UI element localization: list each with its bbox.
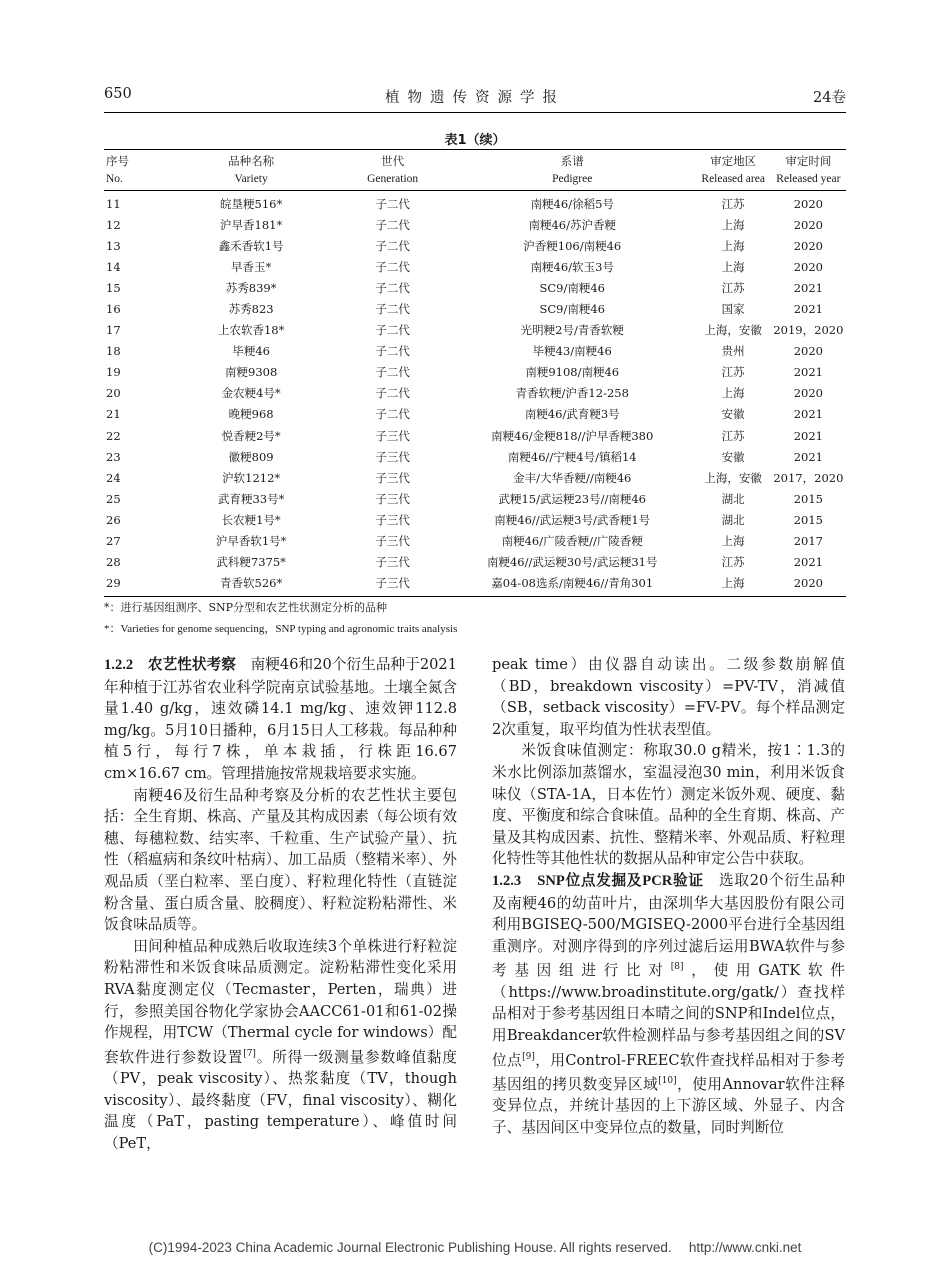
- table-cell: 2021: [793, 407, 824, 422]
- table-cell: 15: [106, 280, 121, 295]
- table-cell: 2020: [793, 259, 824, 274]
- column-header-cn: 世代: [336, 150, 448, 171]
- table-cell: 江苏: [721, 555, 745, 570]
- table-cell: 南粳46//宁粳4号/镇稻14: [507, 449, 637, 464]
- table-row: [104, 235, 846, 256]
- table-cell: 2017，2020: [773, 470, 844, 485]
- table-cell: 江苏: [721, 428, 745, 443]
- table-cell: 19: [106, 365, 121, 380]
- table-cell: 江苏: [721, 196, 745, 211]
- table-cell: 上海: [721, 238, 745, 253]
- citation-7: [7]: [243, 1048, 256, 1059]
- para-taste: 米饭食味值测定：称取30.0 g精米，按1∶1.3的米水比例添加蒸馏水，室温浸泡30 min，利用米饭食味仪（STA-1A，日本佐竹）测定米饭外观、硬度、黏度、平衡度和综合食味值。品种的全生育期、株高、产量及其构成因素、抗性、整精米率、外观品质、籽粒理化特性等其他性状的数据从品种审定公告中获取。: [492, 742, 845, 868]
- column-header-en: Variety: [166, 170, 337, 191]
- table-cell: 沪早香181*: [220, 217, 283, 232]
- para-123-b: ，使用GATK软件（https://www.broadinstitute.org/gatk/）查找样品相对于参考基因组日本晴之间的SNP和Indel位点，用Breakdancer软件检测样品与参考基因组之间的SV位点: [492, 962, 845, 1069]
- table-cell: 南粳46/徐稻5号: [530, 196, 614, 211]
- table-cell: 子二代: [375, 365, 410, 380]
- table-cell: 沪早香软1号*: [215, 534, 287, 549]
- table-cell: 2015: [793, 512, 824, 527]
- table-cell: 11: [106, 196, 121, 211]
- table-cell: 青香软526*: [166, 573, 337, 597]
- table-cell: 2019，2020: [773, 323, 844, 338]
- table-cell: 16: [106, 302, 121, 317]
- table-cell: 子三代: [375, 428, 410, 443]
- table-cell: 27: [106, 534, 121, 549]
- table-cell: 24: [106, 470, 121, 485]
- table-cell: 南粳46/苏沪香粳: [528, 217, 616, 232]
- section-1-2-2-title: 1.2.2 农艺性状考察: [104, 657, 236, 673]
- table-cell: 29: [104, 573, 166, 597]
- table-row: [104, 509, 846, 530]
- table-cell: 金农粳4号*: [221, 386, 281, 401]
- right-column: [492, 654, 845, 1139]
- table-row: [104, 488, 846, 509]
- table-caption: 表1（续）: [444, 133, 506, 148]
- table-row: [104, 341, 846, 362]
- table-cell: 上海: [721, 534, 745, 549]
- table-cell: 南粳46/软玉3号: [530, 259, 614, 274]
- table-cell: 上海，安徽: [704, 470, 762, 485]
- variety-table: [104, 149, 846, 597]
- column-header-en: Generation: [336, 170, 448, 191]
- table-cell: 江苏: [721, 365, 745, 380]
- column-header-en: Pedigree: [449, 170, 696, 191]
- column-header-cn: 系谱: [449, 150, 696, 171]
- table-row: [104, 383, 846, 404]
- para-rva: [104, 936, 457, 1155]
- table-cell: 南粳46//武运粳30号/武运粳31号: [486, 555, 658, 570]
- table-row: [104, 191, 846, 215]
- table-cell: 南粳46/金粳818//沪早香粳380: [491, 428, 654, 443]
- table-row: [104, 552, 846, 573]
- table-cell: 毕粳43/南粳46: [532, 344, 612, 359]
- para-123-a: 选取20个衍生品种及南粳46的幼苗叶片，由深圳华大基因股份有限公司利用BGISEQ-500/MGISEQ-2000平台进行全基因组重测序。对测序得到的序列过滤后运用BWA软件与参考基因组进行比对: [492, 871, 845, 980]
- table-cell: 子二代: [375, 344, 410, 359]
- table-cell: 光明粳2号/青香软粳: [520, 323, 624, 338]
- table-cell: 子三代: [375, 555, 410, 570]
- running-header: [104, 86, 846, 110]
- table-row: [104, 531, 846, 552]
- table-cell: 子三代: [336, 573, 448, 597]
- table-row: [104, 298, 846, 319]
- left-column: [104, 654, 457, 1155]
- table-row: [104, 573, 846, 597]
- table-cell: 子三代: [375, 512, 410, 527]
- table-cell: 长农粳1号*: [221, 512, 281, 527]
- table-cell: 子二代: [375, 217, 410, 232]
- para-123: [492, 870, 845, 1139]
- table-cell: 晚粳968: [228, 407, 274, 422]
- citation-10: [10]: [658, 1076, 677, 1086]
- table-cell: 早香玉*: [231, 259, 272, 274]
- journal-title: 植物遗传资源学报: [385, 90, 565, 106]
- column-header-cn: 序号: [104, 150, 166, 171]
- table-cell: 子二代: [375, 280, 410, 295]
- table-cell: 武粳15/武运粳23号//南粳46: [498, 491, 646, 506]
- table-row: [104, 467, 846, 488]
- table-cell: 湖北: [721, 491, 745, 506]
- table-cell: 子三代: [375, 449, 410, 464]
- table-cell: 南粳9108/南粳46: [525, 365, 620, 380]
- table-note-cn: *：进行基因组测序、SNP分型和农艺性状测定分析的品种: [104, 601, 388, 614]
- table-cell: 20: [106, 386, 121, 401]
- table-row: [104, 446, 846, 467]
- table-row: [104, 277, 846, 298]
- para-peak-time: peak time）由仪器自动读出。二级参数崩解值（BD，breakdown viscosity）=PV-TV，消减值（SB，setback viscosity）=FV-PV。每个样品测定2次重复，取平均值为性状表型值。: [492, 656, 845, 738]
- table-note-en: *：Varieties for genome sequencing，SNP typing and agronomic traits analysis: [104, 623, 458, 635]
- citation-9: [9]: [522, 1051, 535, 1062]
- table-cell: 嘉04-08选系/南粳46//青角301: [449, 573, 696, 597]
- table-cell: 14: [106, 259, 121, 274]
- column-header-en: No.: [104, 170, 166, 191]
- table-cell: 湖北: [721, 512, 745, 527]
- table-cell: 21: [106, 407, 121, 422]
- table-row: [104, 320, 846, 341]
- table-cell: 子二代: [375, 407, 410, 422]
- table-cell: 贵州: [721, 344, 745, 359]
- table-row: [104, 362, 846, 383]
- table-cell: 子二代: [375, 323, 410, 338]
- table-cell: 上海: [721, 386, 745, 401]
- table-cell: 上海，安徽: [704, 323, 762, 338]
- table-cell: 苏秀839*: [225, 280, 277, 295]
- copyright-footer: (C)1994-2023 China Academic Journal Electronic Publishing House. All rights reserved. http://www.cnki.net: [148, 1240, 802, 1255]
- column-header-en: Released year: [771, 170, 846, 191]
- table-row: [104, 425, 846, 446]
- table-cell: 子二代: [375, 302, 410, 317]
- table-cell: 南粳9308: [225, 365, 278, 380]
- table-cell: 23: [106, 449, 121, 464]
- table-cell: 皖垦粳516*: [220, 196, 283, 211]
- section-1-2-3-title: 1.2.3 SNP位点发掘及PCR验证: [492, 872, 704, 889]
- table-cell: 上农软香18*: [217, 323, 285, 338]
- table-cell: 安徽: [721, 407, 745, 422]
- para-rva-a: 田间种植品种成熟后收取连续3个单株进行籽粒淀粉粘滞性和米饭食味品质测定。淀粉粘滞性变化采用RVA黏度测定仪（Tecmaster，Perten，瑞典）进行，参照美国谷物化学家协会AACC61-01和61-02操作规程，用TCW（Thermal cycle for windows）配套软件进行参数设置: [104, 937, 457, 1066]
- table-cell: 沪软1212*: [222, 470, 281, 485]
- table-cell: 金丰/大华香粳//南粳46: [513, 470, 632, 485]
- table-row: [104, 256, 846, 277]
- table-cell: SC9/南粳46: [539, 280, 605, 295]
- column-header-cn: 品种名称: [166, 150, 337, 171]
- table-cell: 2021: [793, 302, 824, 317]
- para-122-body: 南粳46和20个衍生品种于2021年种植于江苏省农业科学院南京试验基地。土壤全氮含量1.40 g/kg，速效磷14.1 mg/kg、速效钾112.8 mg/kg。5月10日播种，6月15日人工移栽。每品种种植5行，每行7株，单本栽插，行株距16.67 cm×16.67 cm。管理措施按常规栽培要求实施。: [104, 656, 457, 782]
- header-rule: [104, 112, 846, 113]
- table-cell: 2021: [793, 365, 824, 380]
- table-cell: 南粳46//武运粳3号/武香粳1号: [494, 512, 651, 527]
- table-cell: 13: [106, 238, 121, 253]
- para-122: [104, 654, 457, 785]
- table-cell: 17: [106, 323, 121, 338]
- para-123-c: ，用Control-FREEC软件查找样品相对于参考基因组的拷贝数变异区域: [492, 1051, 845, 1093]
- table-cell: 2021: [793, 449, 824, 464]
- para-123-d: ，使用Annovar软件注释变异位点，并统计基因的上下游区域、外显子、内含子、基因间区中变异位点的数量，同时判断位: [492, 1075, 845, 1137]
- table-cell: 武育粳33号*: [217, 491, 285, 506]
- table-cell: 南粳46/武育粳3号: [524, 407, 620, 422]
- table-cell: 子三代: [375, 491, 410, 506]
- table-cell: 2017: [793, 534, 824, 549]
- column-header-cn: 审定时间: [771, 150, 846, 171]
- table-cell: 2020: [771, 573, 846, 597]
- table-cell: 沪香粳106/南粳46: [523, 238, 622, 253]
- table-cell: 南粳46/广陵香粳//广陵香粳: [501, 534, 643, 549]
- table-cell: 安徽: [721, 449, 745, 464]
- table-cell: 子二代: [375, 196, 410, 211]
- column-header-en: Released area: [696, 170, 771, 191]
- table-cell: 25: [106, 491, 121, 506]
- table-cell: 2021: [793, 555, 824, 570]
- table-cell: 毕粳46: [232, 344, 270, 359]
- table-cell: 江苏: [721, 280, 745, 295]
- table-cell: 上海: [721, 217, 745, 232]
- table-cell: 国家: [721, 302, 745, 317]
- table-cell: 26: [106, 512, 121, 527]
- table-cell: 22: [106, 428, 121, 443]
- table-cell: 徽粳809: [228, 449, 274, 464]
- table-cell: SC9/南粳46: [539, 302, 605, 317]
- table-cell: 苏秀823: [228, 302, 274, 317]
- table-cell: 2021: [793, 428, 824, 443]
- table-cell: 武科粳7375*: [216, 555, 286, 570]
- table-cell: 2020: [793, 238, 824, 253]
- para-traits: 南粳46及衍生品种考察及分析的农艺性状主要包括：全生育期、株高、产量及其构成因素（每公顷有效穗、每穗粒数、结实率、千粒重、生产试验产量）、抗性（稻瘟病和条纹叶枯病）、加工品质（整精米率）、外观品质（垩白粒率、垩白度）、籽粒理化特性（直链淀粉含量、蛋白质含量、胶稠度）、籽粒淀粉粘滞性、米饭食味品质等。: [104, 786, 457, 934]
- table-cell: 上海: [696, 573, 771, 597]
- table-cell: 28: [106, 555, 121, 570]
- table-cell: 子三代: [375, 470, 410, 485]
- table-cell: 上海: [721, 259, 745, 274]
- table-row: [104, 404, 846, 425]
- table-cell: 鑫禾香软1号: [218, 238, 284, 253]
- table-cell: 子二代: [375, 386, 410, 401]
- table-cell: 2020: [793, 386, 824, 401]
- table-cell: 18: [106, 344, 121, 359]
- table-cell: 子二代: [375, 259, 410, 274]
- para-rva-b: 。所得一级测量参数峰值黏度（PV，peak viscosity）、热浆黏度（TV，though viscosity）、最终黏度（FV，final viscosity）、糊化温度（PaT，pasting temperature）、峰值时间（PeT，: [104, 1048, 457, 1152]
- table-cell: 悦香粳2号*: [221, 428, 281, 443]
- table-cell: 2020: [793, 196, 824, 211]
- table-cell: 2020: [793, 344, 824, 359]
- table-cell: 2015: [793, 491, 824, 506]
- table-row: [104, 214, 846, 235]
- table-cell: 青香软粳/沪香12-258: [515, 386, 629, 401]
- volume-label: 24卷: [813, 90, 846, 106]
- table-cell: 12: [106, 217, 121, 232]
- citation-8: [8]: [670, 962, 684, 973]
- table-cell: 子二代: [375, 238, 410, 253]
- column-header-cn: 审定地区: [696, 150, 771, 171]
- page-number: 650: [104, 86, 132, 102]
- table-cell: 2020: [793, 217, 824, 232]
- table-cell: 子三代: [375, 534, 410, 549]
- table-cell: 2021: [793, 280, 824, 295]
